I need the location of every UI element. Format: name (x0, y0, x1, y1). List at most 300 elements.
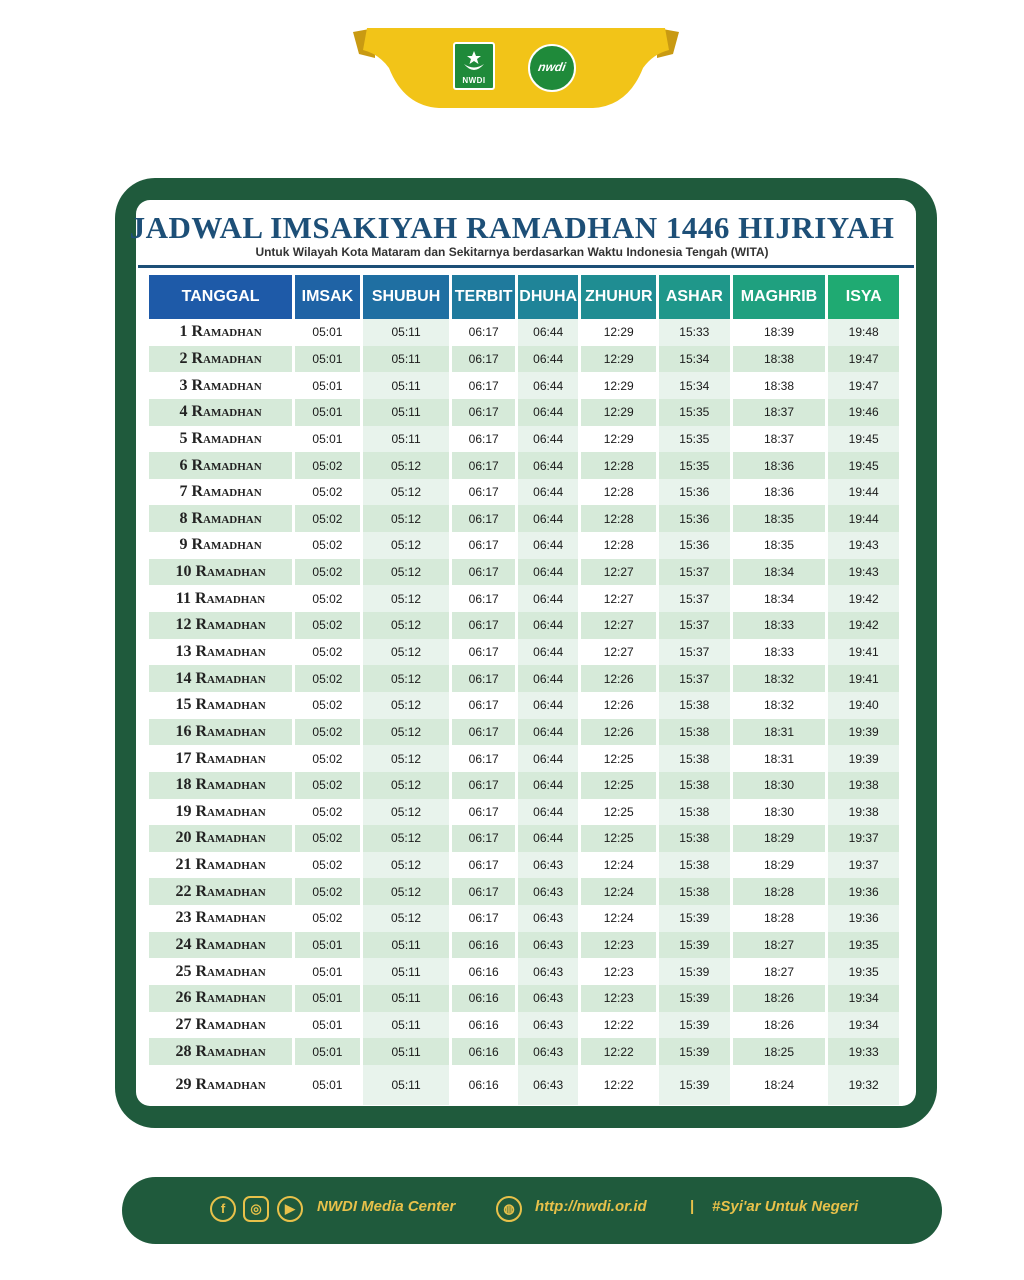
time-cell-shubuh: 05:11 (363, 1038, 450, 1065)
time-cell-terbit: 06:17 (452, 825, 515, 852)
time-cell-shubuh: 05:12 (363, 745, 450, 772)
time-cell-imsak: 05:02 (295, 532, 360, 559)
time-cell-zhuhur: 12:28 (581, 452, 656, 479)
time-cell-dhuha: 06:44 (518, 532, 579, 559)
time-cell-dhuha: 06:43 (518, 932, 579, 959)
facebook-icon[interactable]: f (210, 1196, 236, 1222)
time-cell-terbit: 06:17 (452, 745, 515, 772)
table-row (149, 1065, 899, 1105)
col-header-isya: ISYA (828, 275, 899, 319)
time-cell-shubuh: 05:11 (363, 1065, 450, 1105)
row-date-cell: 9 Ramadhan (149, 532, 292, 559)
time-cell-dhuha: 06:44 (518, 639, 579, 666)
time-cell-ashar: 15:38 (659, 878, 730, 905)
time-cell-maghrib: 18:38 (733, 346, 826, 373)
row-date-cell: 16 Ramadhan (149, 719, 292, 746)
table-row (149, 745, 899, 772)
time-cell-imsak: 05:01 (295, 319, 360, 346)
time-cell-imsak: 05:02 (295, 452, 360, 479)
time-cell-dhuha: 06:44 (518, 719, 579, 746)
time-cell-shubuh: 05:12 (363, 585, 450, 612)
row-date-cell: 26 Ramadhan (149, 985, 292, 1012)
time-cell-isya: 19:36 (828, 878, 899, 905)
col-header-dhuha: DHUHA (518, 275, 579, 319)
time-cell-maghrib: 18:35 (733, 505, 826, 532)
time-cell-terbit: 06:17 (452, 372, 515, 399)
time-cell-ashar: 15:36 (659, 479, 730, 506)
time-cell-zhuhur: 12:23 (581, 932, 656, 959)
time-cell-terbit: 06:17 (452, 612, 515, 639)
table-row (149, 852, 899, 879)
time-cell-imsak: 05:02 (295, 585, 360, 612)
time-cell-isya: 19:33 (828, 1038, 899, 1065)
time-cell-ashar: 15:38 (659, 719, 730, 746)
time-cell-terbit: 06:16 (452, 932, 515, 959)
time-cell-dhuha: 06:43 (518, 905, 579, 932)
time-cell-dhuha: 06:44 (518, 772, 579, 799)
time-cell-maghrib: 18:37 (733, 426, 826, 453)
time-cell-ashar: 15:39 (659, 1012, 730, 1039)
time-cell-ashar: 15:38 (659, 692, 730, 719)
time-cell-isya: 19:34 (828, 985, 899, 1012)
time-cell-terbit: 06:17 (452, 692, 515, 719)
time-cell-isya: 19:32 (828, 1065, 899, 1105)
time-cell-ashar: 15:36 (659, 532, 730, 559)
time-cell-shubuh: 05:12 (363, 665, 450, 692)
row-date-cell: 23 Ramadhan (149, 905, 292, 932)
time-cell-terbit: 06:17 (452, 399, 515, 426)
time-cell-ashar: 15:39 (659, 1038, 730, 1065)
time-cell-imsak: 05:01 (295, 1038, 360, 1065)
time-cell-imsak: 05:02 (295, 799, 360, 826)
time-cell-isya: 19:41 (828, 639, 899, 666)
time-cell-imsak: 05:01 (295, 1065, 360, 1105)
time-cell-zhuhur: 12:25 (581, 799, 656, 826)
time-cell-ashar: 15:35 (659, 452, 730, 479)
time-cell-dhuha: 06:44 (518, 452, 579, 479)
time-cell-dhuha: 06:44 (518, 426, 579, 453)
time-cell-zhuhur: 12:29 (581, 426, 656, 453)
table-row (149, 932, 899, 959)
time-cell-maghrib: 18:36 (733, 452, 826, 479)
time-cell-terbit: 06:17 (452, 639, 515, 666)
time-cell-isya: 19:42 (828, 585, 899, 612)
row-date-cell: 2 Ramadhan (149, 346, 292, 373)
time-cell-zhuhur: 12:24 (581, 905, 656, 932)
time-cell-ashar: 15:38 (659, 745, 730, 772)
time-cell-zhuhur: 12:25 (581, 772, 656, 799)
time-cell-maghrib: 18:27 (733, 932, 826, 959)
time-cell-maghrib: 18:33 (733, 612, 826, 639)
time-cell-maghrib: 18:26 (733, 1012, 826, 1039)
time-cell-shubuh: 05:12 (363, 852, 450, 879)
time-cell-shubuh: 05:12 (363, 719, 450, 746)
table-row (149, 799, 899, 826)
row-date-cell: 19 Ramadhan (149, 799, 292, 826)
time-cell-terbit: 06:17 (452, 532, 515, 559)
table-row (149, 639, 899, 666)
table-row (149, 346, 899, 373)
time-cell-isya: 19:39 (828, 745, 899, 772)
title-divider (138, 265, 914, 268)
time-cell-imsak: 05:02 (295, 852, 360, 879)
time-cell-terbit: 06:17 (452, 426, 515, 453)
time-cell-shubuh: 05:12 (363, 612, 450, 639)
table-row (149, 772, 899, 799)
time-cell-isya: 19:45 (828, 426, 899, 453)
time-cell-ashar: 15:36 (659, 505, 730, 532)
logo2-text: nwdi (537, 60, 567, 74)
logo1-text: NWDI (462, 76, 486, 85)
time-cell-dhuha: 06:44 (518, 692, 579, 719)
time-cell-imsak: 05:02 (295, 905, 360, 932)
time-cell-imsak: 05:01 (295, 958, 360, 985)
time-cell-shubuh: 05:12 (363, 559, 450, 586)
time-cell-zhuhur: 12:28 (581, 479, 656, 506)
col-header-imsak: IMSAK (295, 275, 360, 319)
time-cell-isya: 19:35 (828, 932, 899, 959)
time-cell-ashar: 15:39 (659, 958, 730, 985)
time-cell-dhuha: 06:43 (518, 958, 579, 985)
time-cell-dhuha: 06:44 (518, 585, 579, 612)
time-cell-maghrib: 18:33 (733, 639, 826, 666)
nwdi-party-logo (453, 42, 495, 90)
time-cell-dhuha: 06:43 (518, 878, 579, 905)
time-cell-terbit: 06:17 (452, 559, 515, 586)
time-cell-ashar: 15:37 (659, 612, 730, 639)
table-row (149, 692, 899, 719)
time-cell-dhuha: 06:43 (518, 985, 579, 1012)
page-title: JADWAL IMSAKIYAH RAMADHAN 1446 HIJRIYAH (129, 210, 895, 245)
time-cell-ashar: 15:37 (659, 639, 730, 666)
time-cell-imsak: 05:02 (295, 665, 360, 692)
time-cell-terbit: 06:17 (452, 878, 515, 905)
time-cell-isya: 19:44 (828, 479, 899, 506)
time-cell-zhuhur: 12:24 (581, 878, 656, 905)
row-date-cell: 27 Ramadhan (149, 1012, 292, 1039)
time-cell-imsak: 05:02 (295, 878, 360, 905)
time-cell-maghrib: 18:26 (733, 985, 826, 1012)
instagram-icon[interactable]: ◎ (243, 1196, 269, 1222)
time-cell-ashar: 15:39 (659, 985, 730, 1012)
time-cell-shubuh: 05:12 (363, 905, 450, 932)
time-cell-isya: 19:43 (828, 532, 899, 559)
table-row (149, 372, 899, 399)
time-cell-isya: 19:41 (828, 665, 899, 692)
time-cell-dhuha: 06:44 (518, 479, 579, 506)
row-date-cell: 29 Ramadhan (149, 1065, 292, 1105)
row-date-cell: 1 Ramadhan (149, 319, 292, 346)
time-cell-terbit: 06:16 (452, 1038, 515, 1065)
time-cell-shubuh: 05:12 (363, 799, 450, 826)
time-cell-maghrib: 18:35 (733, 532, 826, 559)
time-cell-ashar: 15:38 (659, 772, 730, 799)
table-row (149, 452, 899, 479)
table-row (149, 612, 899, 639)
time-cell-isya: 19:46 (828, 399, 899, 426)
row-date-cell: 5 Ramadhan (149, 426, 292, 453)
time-cell-isya: 19:45 (828, 452, 899, 479)
time-cell-dhuha: 06:44 (518, 825, 579, 852)
time-cell-zhuhur: 12:27 (581, 639, 656, 666)
time-cell-dhuha: 06:44 (518, 799, 579, 826)
table-row (149, 905, 899, 932)
row-date-cell: 10 Ramadhan (149, 559, 292, 586)
time-cell-isya: 19:48 (828, 319, 899, 346)
time-cell-zhuhur: 12:29 (581, 346, 656, 373)
header-ribbon (353, 28, 679, 108)
time-cell-maghrib: 18:32 (733, 665, 826, 692)
time-cell-shubuh: 05:12 (363, 772, 450, 799)
time-cell-imsak: 05:02 (295, 745, 360, 772)
time-cell-dhuha: 06:44 (518, 399, 579, 426)
time-cell-ashar: 15:38 (659, 799, 730, 826)
table-row (149, 585, 899, 612)
time-cell-terbit: 06:17 (452, 665, 515, 692)
time-cell-shubuh: 05:11 (363, 372, 450, 399)
table-row (149, 825, 899, 852)
row-date-cell: 17 Ramadhan (149, 745, 292, 772)
footer-hashtag: #Syi'ar Untuk Negeri (712, 1198, 859, 1215)
table-row (149, 665, 899, 692)
row-date-cell: 8 Ramadhan (149, 505, 292, 532)
time-cell-shubuh: 05:11 (363, 426, 450, 453)
time-cell-shubuh: 05:11 (363, 958, 450, 985)
row-date-cell: 22 Ramadhan (149, 878, 292, 905)
time-cell-terbit: 06:17 (452, 585, 515, 612)
time-cell-shubuh: 05:12 (363, 452, 450, 479)
time-cell-ashar: 15:38 (659, 825, 730, 852)
footer-media-center[interactable]: NWDI Media Center (317, 1198, 456, 1215)
footer-separator: | (690, 1198, 695, 1215)
time-cell-ashar: 15:37 (659, 585, 730, 612)
time-cell-shubuh: 05:12 (363, 505, 450, 532)
time-cell-dhuha: 06:43 (518, 852, 579, 879)
time-cell-zhuhur: 12:26 (581, 692, 656, 719)
time-cell-shubuh: 05:11 (363, 1012, 450, 1039)
time-cell-terbit: 06:16 (452, 958, 515, 985)
time-cell-isya: 19:40 (828, 692, 899, 719)
time-cell-terbit: 06:17 (452, 452, 515, 479)
row-date-cell: 28 Ramadhan (149, 1038, 292, 1065)
time-cell-imsak: 05:02 (295, 505, 360, 532)
time-cell-ashar: 15:37 (659, 559, 730, 586)
time-cell-maghrib: 18:37 (733, 399, 826, 426)
time-cell-zhuhur: 12:27 (581, 612, 656, 639)
row-date-cell: 24 Ramadhan (149, 932, 292, 959)
time-cell-maghrib: 18:29 (733, 852, 826, 879)
time-cell-zhuhur: 12:29 (581, 319, 656, 346)
time-cell-zhuhur: 12:23 (581, 958, 656, 985)
table-row (149, 878, 899, 905)
col-header-maghrib: MAGHRIB (733, 275, 826, 319)
time-cell-imsak: 05:01 (295, 372, 360, 399)
time-cell-maghrib: 18:39 (733, 319, 826, 346)
time-cell-ashar: 15:33 (659, 319, 730, 346)
time-cell-zhuhur: 12:29 (581, 372, 656, 399)
time-cell-isya: 19:39 (828, 719, 899, 746)
time-cell-dhuha: 06:44 (518, 745, 579, 772)
time-cell-terbit: 06:16 (452, 985, 515, 1012)
row-date-cell: 15 Ramadhan (149, 692, 292, 719)
row-date-cell: 6 Ramadhan (149, 452, 292, 479)
time-cell-dhuha: 06:44 (518, 346, 579, 373)
col-header-shubuh: SHUBUH (363, 275, 450, 319)
time-cell-maghrib: 18:38 (733, 372, 826, 399)
time-cell-zhuhur: 12:25 (581, 825, 656, 852)
table-row (149, 985, 899, 1012)
row-date-cell: 12 Ramadhan (149, 612, 292, 639)
time-cell-maghrib: 18:31 (733, 745, 826, 772)
time-cell-imsak: 05:02 (295, 692, 360, 719)
time-cell-terbit: 06:17 (452, 772, 515, 799)
col-header-terbit: TERBIT (452, 275, 515, 319)
time-cell-shubuh: 05:12 (363, 639, 450, 666)
time-cell-zhuhur: 12:23 (581, 985, 656, 1012)
time-cell-zhuhur: 12:29 (581, 399, 656, 426)
globe-icon: ◍ (496, 1196, 522, 1222)
time-cell-ashar: 15:34 (659, 372, 730, 399)
time-cell-ashar: 15:39 (659, 905, 730, 932)
time-cell-isya: 19:44 (828, 505, 899, 532)
time-cell-zhuhur: 12:27 (581, 559, 656, 586)
time-cell-maghrib: 18:30 (733, 799, 826, 826)
time-cell-ashar: 15:35 (659, 426, 730, 453)
table-row (149, 958, 899, 985)
table-body (149, 319, 899, 1105)
nwdi-org-logo (528, 44, 576, 92)
time-cell-maghrib: 18:36 (733, 479, 826, 506)
table-row (149, 319, 899, 346)
time-cell-ashar: 15:39 (659, 1065, 730, 1105)
page-subtitle: Untuk Wilayah Kota Mataram dan Sekitarnya berdasarkan Waktu Indonesia Tengah (WITA) (255, 245, 769, 259)
time-cell-terbit: 06:17 (452, 852, 515, 879)
time-cell-ashar: 15:39 (659, 932, 730, 959)
time-cell-zhuhur: 12:22 (581, 1038, 656, 1065)
time-cell-shubuh: 05:12 (363, 825, 450, 852)
time-cell-shubuh: 05:11 (363, 932, 450, 959)
time-cell-isya: 19:37 (828, 852, 899, 879)
time-cell-maghrib: 18:25 (733, 1038, 826, 1065)
time-cell-shubuh: 05:11 (363, 346, 450, 373)
time-cell-isya: 19:43 (828, 559, 899, 586)
time-cell-maghrib: 18:34 (733, 559, 826, 586)
table-row (149, 1012, 899, 1039)
time-cell-dhuha: 06:43 (518, 1038, 579, 1065)
time-cell-dhuha: 06:43 (518, 1065, 579, 1105)
time-cell-maghrib: 18:34 (733, 585, 826, 612)
time-cell-isya: 19:38 (828, 799, 899, 826)
time-cell-imsak: 05:02 (295, 719, 360, 746)
time-cell-isya: 19:42 (828, 612, 899, 639)
time-cell-maghrib: 18:29 (733, 825, 826, 852)
col-header-zhuhur: ZHUHUR (581, 275, 656, 319)
time-cell-dhuha: 06:44 (518, 665, 579, 692)
row-date-cell: 21 Ramadhan (149, 852, 292, 879)
imsakiyah-table (146, 275, 902, 1105)
time-cell-maghrib: 18:32 (733, 692, 826, 719)
time-cell-zhuhur: 12:26 (581, 665, 656, 692)
time-cell-zhuhur: 12:22 (581, 1065, 656, 1105)
time-cell-shubuh: 05:12 (363, 878, 450, 905)
time-cell-shubuh: 05:12 (363, 532, 450, 559)
time-cell-maghrib: 18:27 (733, 958, 826, 985)
time-cell-terbit: 06:17 (452, 719, 515, 746)
time-cell-terbit: 06:17 (452, 319, 515, 346)
time-cell-terbit: 06:16 (452, 1012, 515, 1039)
time-cell-ashar: 15:35 (659, 399, 730, 426)
row-date-cell: 14 Ramadhan (149, 665, 292, 692)
time-cell-imsak: 05:02 (295, 639, 360, 666)
time-cell-zhuhur: 12:25 (581, 745, 656, 772)
time-cell-isya: 19:37 (828, 825, 899, 852)
time-cell-imsak: 05:01 (295, 1012, 360, 1039)
time-cell-isya: 19:36 (828, 905, 899, 932)
time-cell-imsak: 05:01 (295, 346, 360, 373)
table-row (149, 532, 899, 559)
time-cell-imsak: 05:01 (295, 932, 360, 959)
time-cell-ashar: 15:38 (659, 852, 730, 879)
row-date-cell: 20 Ramadhan (149, 825, 292, 852)
table-row (149, 399, 899, 426)
time-cell-zhuhur: 12:24 (581, 852, 656, 879)
time-cell-maghrib: 18:24 (733, 1065, 826, 1105)
table-row (149, 1038, 899, 1065)
footer-website-link[interactable]: http://nwdi.or.id (535, 1198, 647, 1215)
youtube-icon[interactable]: ▶ (277, 1196, 303, 1222)
time-cell-isya: 19:47 (828, 346, 899, 373)
time-cell-isya: 19:34 (828, 1012, 899, 1039)
time-cell-dhuha: 06:44 (518, 319, 579, 346)
row-date-cell: 11 Ramadhan (149, 585, 292, 612)
time-cell-imsak: 05:02 (295, 772, 360, 799)
row-date-cell: 3 Ramadhan (149, 372, 292, 399)
time-cell-terbit: 06:17 (452, 905, 515, 932)
time-cell-imsak: 05:01 (295, 985, 360, 1012)
table-row (149, 505, 899, 532)
time-cell-maghrib: 18:30 (733, 772, 826, 799)
time-cell-imsak: 05:01 (295, 426, 360, 453)
row-date-cell: 7 Ramadhan (149, 479, 292, 506)
time-cell-shubuh: 05:11 (363, 399, 450, 426)
time-cell-ashar: 15:37 (659, 665, 730, 692)
time-cell-zhuhur: 12:22 (581, 1012, 656, 1039)
table-row (149, 479, 899, 506)
table-row (149, 426, 899, 453)
table-row (149, 719, 899, 746)
time-cell-imsak: 05:02 (295, 479, 360, 506)
time-cell-terbit: 06:16 (452, 1065, 515, 1105)
time-cell-terbit: 06:17 (452, 346, 515, 373)
time-cell-terbit: 06:17 (452, 505, 515, 532)
table-row (149, 559, 899, 586)
time-cell-zhuhur: 12:27 (581, 585, 656, 612)
row-date-cell: 13 Ramadhan (149, 639, 292, 666)
time-cell-maghrib: 18:28 (733, 905, 826, 932)
time-cell-zhuhur: 12:28 (581, 505, 656, 532)
time-cell-shubuh: 05:11 (363, 985, 450, 1012)
col-header-tanggal: TANGGAL (149, 275, 292, 319)
time-cell-dhuha: 06:44 (518, 372, 579, 399)
time-cell-zhuhur: 12:28 (581, 532, 656, 559)
time-cell-maghrib: 18:31 (733, 719, 826, 746)
time-cell-terbit: 06:17 (452, 799, 515, 826)
time-cell-imsak: 05:02 (295, 559, 360, 586)
row-date-cell: 18 Ramadhan (149, 772, 292, 799)
time-cell-ashar: 15:34 (659, 346, 730, 373)
col-header-ashar: ASHAR (659, 275, 730, 319)
time-cell-isya: 19:38 (828, 772, 899, 799)
